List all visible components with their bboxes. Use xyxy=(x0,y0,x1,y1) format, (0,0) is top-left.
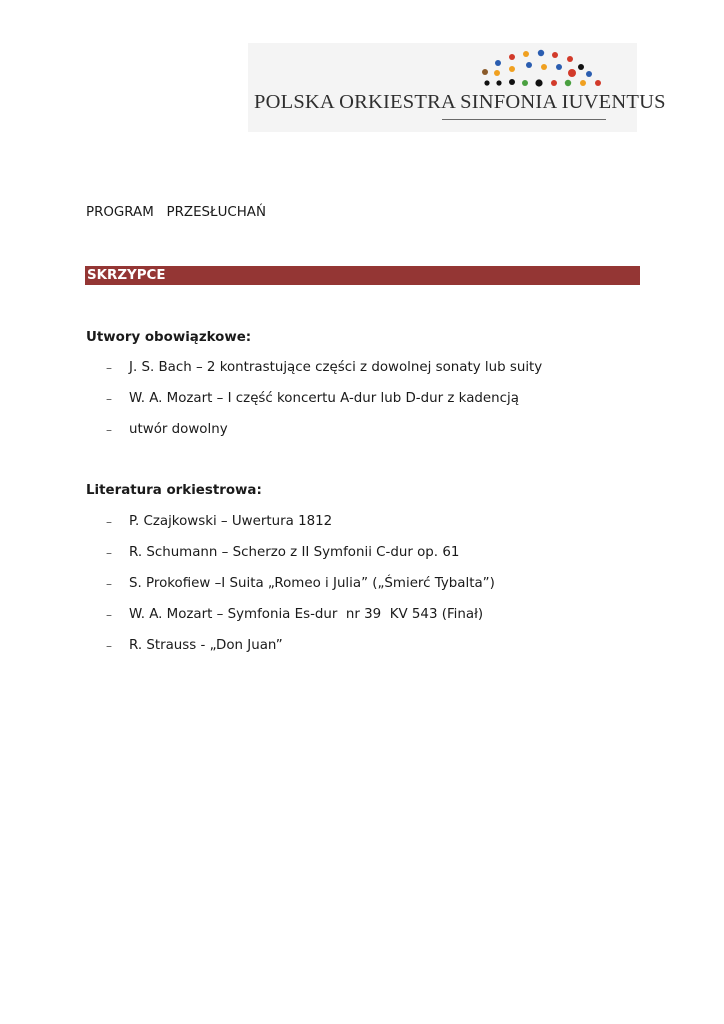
list-item xyxy=(106,576,495,607)
orchestral-literature-list xyxy=(106,514,495,669)
list-item-text: J. S. Bach – 2 kontrastujące części z dowolnej sonaty lub suity xyxy=(129,360,543,375)
list-item-text: S. Prokofiew –I Suita „Romeo i Julia” („Śmierć Tybalta”) xyxy=(129,576,495,591)
required-works-list xyxy=(106,360,543,453)
list-item-text: P. Czajkowski – Uwertura 1812 xyxy=(129,514,333,529)
section-title: SKRZYPCE xyxy=(87,268,166,283)
list-item-text: W. A. Mozart – Symfonia Es-dur nr 39 KV 543 (Finał) xyxy=(129,607,484,622)
dash-bullet-icon: – xyxy=(106,639,112,653)
dash-bullet-icon: – xyxy=(106,608,112,622)
list-item-text: R. Schumann – Scherzo z II Symfonii C-dur op. 61 xyxy=(129,545,460,560)
dash-bullet-icon: – xyxy=(106,515,112,529)
orchestra-logo xyxy=(248,43,666,132)
list-item xyxy=(106,607,484,638)
list-item xyxy=(106,391,519,422)
required-works-heading: Utwory obowiązkowe: xyxy=(86,330,252,345)
list-item-text: R. Strauss - „Don Juan” xyxy=(129,638,283,653)
logo-wordmark: POLSKA ORKIESTRA SINFONIA IUVENTUS xyxy=(254,91,666,113)
dash-bullet-icon: – xyxy=(106,392,112,406)
dash-bullet-icon: – xyxy=(106,577,112,591)
section-bar xyxy=(85,266,640,285)
dash-bullet-icon: – xyxy=(106,361,112,375)
list-item xyxy=(106,360,543,391)
list-item-text: utwór dowolny xyxy=(129,422,228,437)
list-item xyxy=(106,638,283,669)
dash-bullet-icon: – xyxy=(106,546,112,560)
dash-bullet-icon: – xyxy=(106,423,112,437)
logo-underline xyxy=(442,119,606,120)
list-item xyxy=(106,514,333,545)
list-item-text: W. A. Mozart – I część koncertu A-dur lub D-dur z kadencją xyxy=(129,391,519,406)
orchestral-literature-heading: Literatura orkiestrowa: xyxy=(86,483,262,498)
program-heading: PROGRAM PRZESŁUCHAŃ xyxy=(86,205,266,220)
list-item xyxy=(106,545,460,576)
list-item xyxy=(106,422,228,453)
